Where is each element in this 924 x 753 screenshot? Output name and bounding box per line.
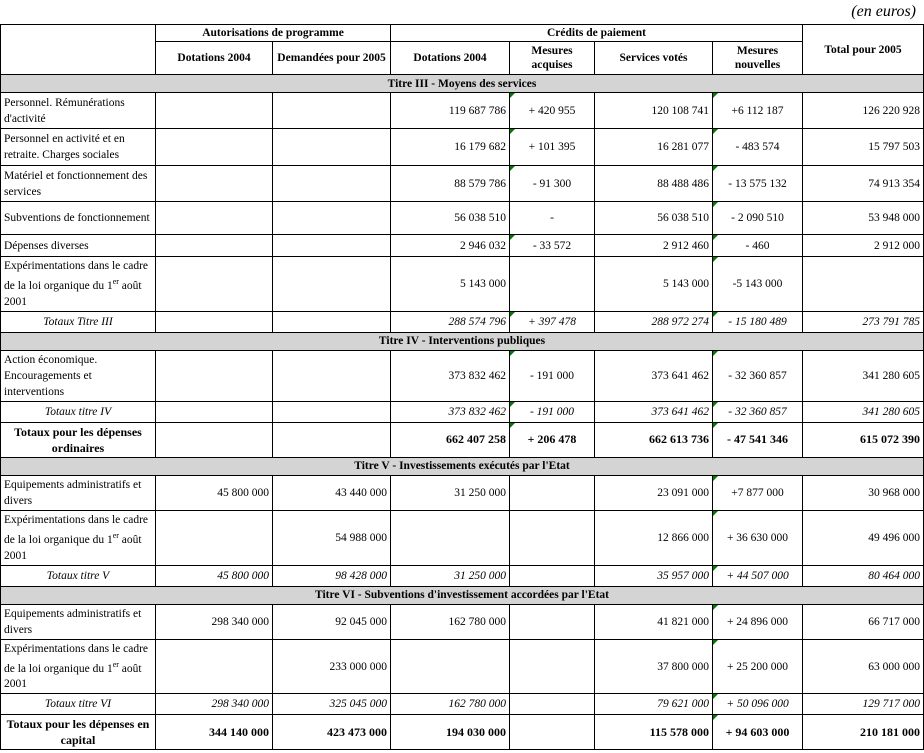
cell-ap-demandees: 43 440 000	[273, 475, 391, 510]
cell-cp-nouvelles: +7 877 000	[713, 475, 803, 510]
row-label-text: Expérimentations dans le cadre de la loi organique du 1	[4, 260, 149, 292]
cell	[510, 257, 595, 312]
cell	[803, 257, 924, 312]
header-cp-votes: Services votés	[595, 42, 713, 75]
cell	[391, 510, 510, 565]
cell-cp-votes: 5 143 000	[595, 257, 713, 312]
cell	[156, 311, 273, 332]
cell-cp-dotations: 288 574 796	[391, 311, 510, 332]
cell-total: 15 797 503	[803, 129, 924, 166]
section-row	[1, 75, 924, 93]
total-row	[1, 565, 924, 586]
header-ap-demandees: Demandées pour 2005	[273, 42, 391, 75]
cell	[156, 166, 273, 202]
cell-cp-nouvelles: + 44 507 000	[713, 565, 803, 586]
row-label: Dépenses diverses	[1, 235, 156, 257]
cell	[156, 202, 273, 235]
header-row-1	[1, 25, 924, 42]
cell-cp-acquises: + 101 395	[510, 129, 595, 166]
cell	[273, 93, 391, 129]
cell	[391, 639, 510, 694]
cell-cp-acquises: - 91 300	[510, 166, 595, 202]
cell	[273, 257, 391, 312]
row-label: Equipements administratifs et divers	[1, 475, 156, 510]
total-row	[1, 401, 924, 422]
cell-ap-dotations: 298 340 000	[156, 694, 273, 715]
cell	[510, 475, 595, 510]
cell-cp-votes: 373 641 462	[595, 401, 713, 422]
cell-cp-votes: 35 957 000	[595, 565, 713, 586]
cell	[510, 715, 595, 750]
row-label-text: août 2001	[4, 662, 142, 691]
cell-cp-nouvelles: + 25 200 000	[713, 639, 803, 694]
row-label	[1, 510, 156, 565]
cell-cp-votes: 37 800 000	[595, 639, 713, 694]
cell-cp-dotations: 31 250 000	[391, 565, 510, 586]
cell-cp-nouvelles: +6 112 187	[713, 93, 803, 129]
cell	[156, 93, 273, 129]
cell-cp-votes: 2 912 460	[595, 235, 713, 257]
header-cp-nouvelles: Mesures nouvelles	[713, 42, 803, 75]
header-cp-dotations: Dotations 2004	[391, 42, 510, 75]
cell-cp-acquises: - 33 572	[510, 235, 595, 257]
table-row	[1, 475, 924, 510]
table-row	[1, 235, 924, 257]
cell-cp-votes: 373 641 462	[595, 350, 713, 401]
row-label: Personnel. Rémunérations d'activité	[1, 93, 156, 129]
header-ap-dotations: Dotations 2004	[156, 42, 273, 75]
cell	[273, 311, 391, 332]
cell-cp-dotations: 31 250 000	[391, 475, 510, 510]
grand-total-row	[1, 422, 924, 457]
header-ap: Autorisations de programme	[156, 25, 391, 42]
row-label-sup: er	[112, 277, 119, 286]
cell	[156, 422, 273, 457]
cell	[273, 235, 391, 257]
cell	[273, 202, 391, 235]
cell-cp-votes: 41 821 000	[595, 604, 713, 639]
row-label: Equipements administratifs et divers	[1, 604, 156, 639]
cell-total: 2 912 000	[803, 235, 924, 257]
row-label: Totaux pour les dépenses ordinaires	[1, 422, 156, 457]
cell	[273, 129, 391, 166]
cell-cp-dotations: 662 407 258	[391, 422, 510, 457]
cell-cp-dotations: 194 030 000	[391, 715, 510, 750]
row-label-text: août 2001	[4, 279, 142, 308]
cell	[156, 639, 273, 694]
row-label: Subventions de fonctionnement	[1, 202, 156, 235]
cell-total: 49 496 000	[803, 510, 924, 565]
row-label	[1, 257, 156, 312]
cell-cp-votes: 288 972 274	[595, 311, 713, 332]
cell-cp-votes: 79 621 000	[595, 694, 713, 715]
cell-cp-votes: 115 578 000	[595, 715, 713, 750]
cell	[156, 257, 273, 312]
cell-total: 66 717 000	[803, 604, 924, 639]
cell-total: 129 717 000	[803, 694, 924, 715]
row-label: Totaux titre VI	[1, 694, 156, 715]
cell-ap-demandees: 92 045 000	[273, 604, 391, 639]
table-row	[1, 257, 924, 312]
cell-cp-dotations: 119 687 786	[391, 93, 510, 129]
cell-total: 341 280 605	[803, 350, 924, 401]
cell-cp-nouvelles: - 15 180 489	[713, 311, 803, 332]
cell-ap-demandees: 325 045 000	[273, 694, 391, 715]
cell-cp-dotations: 162 780 000	[391, 604, 510, 639]
cell	[156, 235, 273, 257]
cell-cp-nouvelles: + 36 630 000	[713, 510, 803, 565]
cell-cp-dotations: 56 038 510	[391, 202, 510, 235]
cell-cp-nouvelles: - 2 090 510	[713, 202, 803, 235]
cell-cp-acquises: + 397 478	[510, 311, 595, 332]
header-label	[1, 25, 156, 75]
cell	[510, 639, 595, 694]
table-row	[1, 510, 924, 565]
row-label-text: Expérimentations dans le cadre de la loi organique du 1	[4, 513, 149, 546]
cell-cp-acquises: - 191 000	[510, 350, 595, 401]
cell-ap-demandees: 233 000 000	[273, 639, 391, 694]
table-row	[1, 166, 924, 202]
cell-cp-dotations: 16 179 682	[391, 129, 510, 166]
cell-total: 126 220 928	[803, 93, 924, 129]
cell-ap-dotations: 298 340 000	[156, 604, 273, 639]
cell-cp-votes: 662 613 736	[595, 422, 713, 457]
section-title-iv: Titre IV - Interventions publiques	[1, 332, 924, 350]
cell-ap-dotations: 344 140 000	[156, 715, 273, 750]
cell-cp-dotations: 373 832 462	[391, 401, 510, 422]
cell-cp-votes: 16 281 077	[595, 129, 713, 166]
cell	[156, 350, 273, 401]
section-title-iii: Titre III - Moyens des services	[1, 75, 924, 93]
row-label: Action économique. Encouragements et interventions	[1, 350, 156, 401]
cell-cp-acquises: + 206 478	[510, 422, 595, 457]
cell-total: 273 791 785	[803, 311, 924, 332]
row-label-text: août 2001	[4, 533, 142, 562]
row-label-sup: er	[112, 530, 119, 540]
table-row	[1, 202, 924, 235]
cell-cp-votes: 23 091 000	[595, 475, 713, 510]
cell-total: 210 181 000	[803, 715, 924, 750]
cell-ap-demandees: 98 428 000	[273, 565, 391, 586]
total-row	[1, 694, 924, 715]
header-total: Total pour 2005	[803, 25, 924, 75]
cell-cp-dotations: 373 832 462	[391, 350, 510, 401]
cell-cp-nouvelles: + 50 096 000	[713, 694, 803, 715]
cell-cp-nouvelles: - 32 360 857	[713, 350, 803, 401]
unit-note: (en euros)	[851, 3, 916, 20]
cell-cp-dotations: 5 143 000	[391, 257, 510, 312]
cell-cp-nouvelles: - 483 574	[713, 129, 803, 166]
total-row	[1, 311, 924, 332]
row-label: Totaux titre V	[1, 565, 156, 586]
cell	[273, 422, 391, 457]
cell-cp-acquises: + 420 955	[510, 93, 595, 129]
section-row	[1, 332, 924, 350]
cell-total: 53 948 000	[803, 202, 924, 235]
cell-ap-dotations: 45 800 000	[156, 565, 273, 586]
header-cp-acquises: Mesures acquises	[510, 42, 595, 75]
row-label-text: Expérimentations dans le cadre de la loi organique du 1	[4, 642, 149, 675]
cell	[156, 510, 273, 565]
cell-cp-nouvelles: - 13 575 132	[713, 166, 803, 202]
cell-ap-demandees: 54 988 000	[273, 510, 391, 565]
cell	[156, 401, 273, 422]
cell-cp-nouvelles: + 94 603 000	[713, 715, 803, 750]
cell-total: 341 280 605	[803, 401, 924, 422]
cell	[273, 166, 391, 202]
cell-cp-acquises: -	[510, 202, 595, 235]
cell-total: 63 000 000	[803, 639, 924, 694]
row-label-sup: er	[112, 659, 119, 669]
budget-table	[0, 24, 924, 750]
cell	[273, 350, 391, 401]
cell-cp-dotations: 2 946 032	[391, 235, 510, 257]
row-label	[1, 639, 156, 694]
row-label: Totaux Titre III	[1, 311, 156, 332]
cell-cp-nouvelles: - 47 541 346	[713, 422, 803, 457]
cell-total: 80 464 000	[803, 565, 924, 586]
cell-ap-dotations: 45 800 000	[156, 475, 273, 510]
cell	[510, 565, 595, 586]
cell-total: 615 072 390	[803, 422, 924, 457]
row-label: Totaux pour les dépenses en capital	[1, 715, 156, 750]
row-label: Totaux titre IV	[1, 401, 156, 422]
table-row	[1, 604, 924, 639]
header-cp: Crédits de paiement	[391, 25, 803, 42]
row-label: Matériel et fonctionnement des services	[1, 166, 156, 202]
cell-cp-dotations: 88 579 786	[391, 166, 510, 202]
row-label: Personnel en activité et en retraite. Charges sociales	[1, 129, 156, 166]
cell-cp-nouvelles: - 460	[713, 235, 803, 257]
section-title-v: Titre V - Investissements exécutés par l'Etat	[1, 457, 924, 475]
cell-cp-nouvelles: - 32 360 857	[713, 401, 803, 422]
cell	[273, 401, 391, 422]
cell-total: 30 968 000	[803, 475, 924, 510]
cell-cp-votes: 88 488 486	[595, 166, 713, 202]
table-row	[1, 350, 924, 401]
cell-cp-nouvelles: + 24 896 000	[713, 604, 803, 639]
table-row	[1, 639, 924, 694]
cell-total: 74 913 354	[803, 166, 924, 202]
cell-cp-acquises: - 191 000	[510, 401, 595, 422]
cell-ap-demandees: 423 473 000	[273, 715, 391, 750]
cell-cp-votes: 56 038 510	[595, 202, 713, 235]
table-row	[1, 129, 924, 166]
cell-cp-votes: 12 866 000	[595, 510, 713, 565]
section-row	[1, 457, 924, 475]
cell	[156, 129, 273, 166]
grand-total-row	[1, 715, 924, 750]
cell	[510, 604, 595, 639]
cell-cp-votes: 120 108 741	[595, 93, 713, 129]
cell-cp-dotations: 162 780 000	[391, 694, 510, 715]
cell-cp-nouvelles: -5 143 000	[713, 257, 803, 312]
table-row	[1, 93, 924, 129]
section-row	[1, 586, 924, 604]
cell	[510, 510, 595, 565]
section-title-vi: Titre VI - Subventions d'investissement accordées par l'Etat	[1, 586, 924, 604]
cell	[510, 694, 595, 715]
